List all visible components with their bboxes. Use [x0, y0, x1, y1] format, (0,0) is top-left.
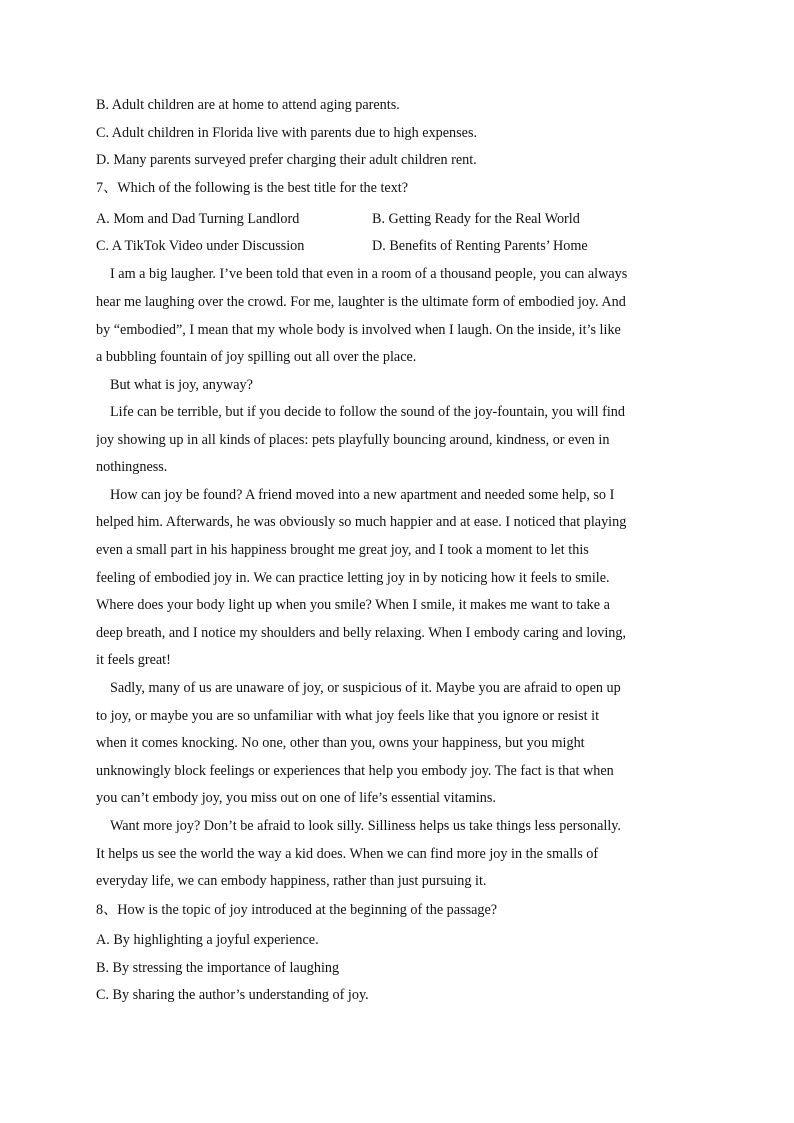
passage-line: Sadly, many of us are unaware of joy, or suspicious of it. Maybe you are afraid to open up: [110, 680, 621, 696]
passage-line: deep breath, and I notice my shoulders and belly relaxing. When I embody caring and loving,: [96, 625, 627, 641]
passage-line: feeling of embodied joy in. We can practice letting joy in by noticing how it feels to smile.: [96, 570, 610, 586]
q8-option-b: B. By stressing the importance of laughing: [96, 960, 340, 976]
q8-option-a: A. By highlighting a joyful experience.: [96, 932, 319, 948]
passage-line: Want more joy? Don’t be afraid to look silly. Silliness helps us take things less personally.: [110, 818, 621, 834]
passage-line: joy showing up in all kinds of places: pets playfully bouncing around, kindness, or even in: [96, 432, 610, 448]
passage-line: to joy, or maybe you are so unfamiliar with what joy feels like that you ignore or resist it: [96, 708, 600, 724]
passage-line: everyday life, we can embody happiness, rather than just pursuing it.: [96, 873, 487, 889]
q7-option-c: C. A TikTok Video under Discussion: [96, 238, 305, 254]
passage-line: nothingness.: [96, 459, 168, 475]
q8-option-c: C. By sharing the author’s understanding of joy.: [96, 987, 369, 1003]
q7-option-b: B. Getting Ready for the Real World: [372, 211, 580, 227]
passage-line: But what is joy, anyway?: [110, 377, 253, 393]
passage-line: helped him. Afterwards, he was obviously so much happier and at ease. I noticed that playing: [96, 514, 627, 530]
q6-option-d: D. Many parents surveyed prefer charging their adult children rent.: [96, 152, 477, 168]
passage-line: hear me laughing over the crowd. For me, laughter is the ultimate form of embodied joy. And: [96, 294, 626, 310]
q8-stem: 8、How is the topic of joy introduced at the beginning of the passage?: [96, 902, 498, 918]
passage-line: It helps us see the world the way a kid does. When we can find more joy in the smalls of: [96, 846, 599, 862]
q7-option-a: A. Mom and Dad Turning Landlord: [96, 211, 300, 227]
passage-line: by “embodied”, I mean that my whole body is involved when I laugh. On the inside, it’s like: [96, 322, 621, 338]
passage-line: I am a big laugher. I’ve been told that even in a room of a thousand people, you can always: [110, 266, 628, 282]
passage-line: even a small part in his happiness brought me great joy, and I took a moment to let this: [96, 542, 589, 558]
q6-option-b: B. Adult children are at home to attend aging parents.: [96, 97, 400, 113]
q7-stem: 7、Which of the following is the best title for the text?: [96, 180, 409, 196]
passage-line: Where does your body light up when you smile? When I smile, it makes me want to take a: [96, 597, 610, 613]
passage-line: when it comes knocking. No one, other than you, owns your happiness, but you might: [96, 735, 585, 751]
passage-line: you can’t embody joy, you miss out on one of life’s essential vitamins.: [96, 790, 496, 806]
passage-line: unknowingly block feelings or experiences that help you embody joy. The fact is that when: [96, 763, 614, 779]
passage-line: a bubbling fountain of joy spilling out all over the place.: [96, 349, 417, 365]
q7-option-d: D. Benefits of Renting Parents’ Home: [372, 238, 588, 254]
passage-line: How can joy be found? A friend moved into a new apartment and needed some help, so I: [110, 487, 615, 503]
q6-option-c: C. Adult children in Florida live with parents due to high expenses.: [96, 125, 478, 141]
passage-line: it feels great!: [96, 652, 171, 668]
passage-line: Life can be terrible, but if you decide to follow the sound of the joy-fountain, you will find: [110, 404, 625, 420]
